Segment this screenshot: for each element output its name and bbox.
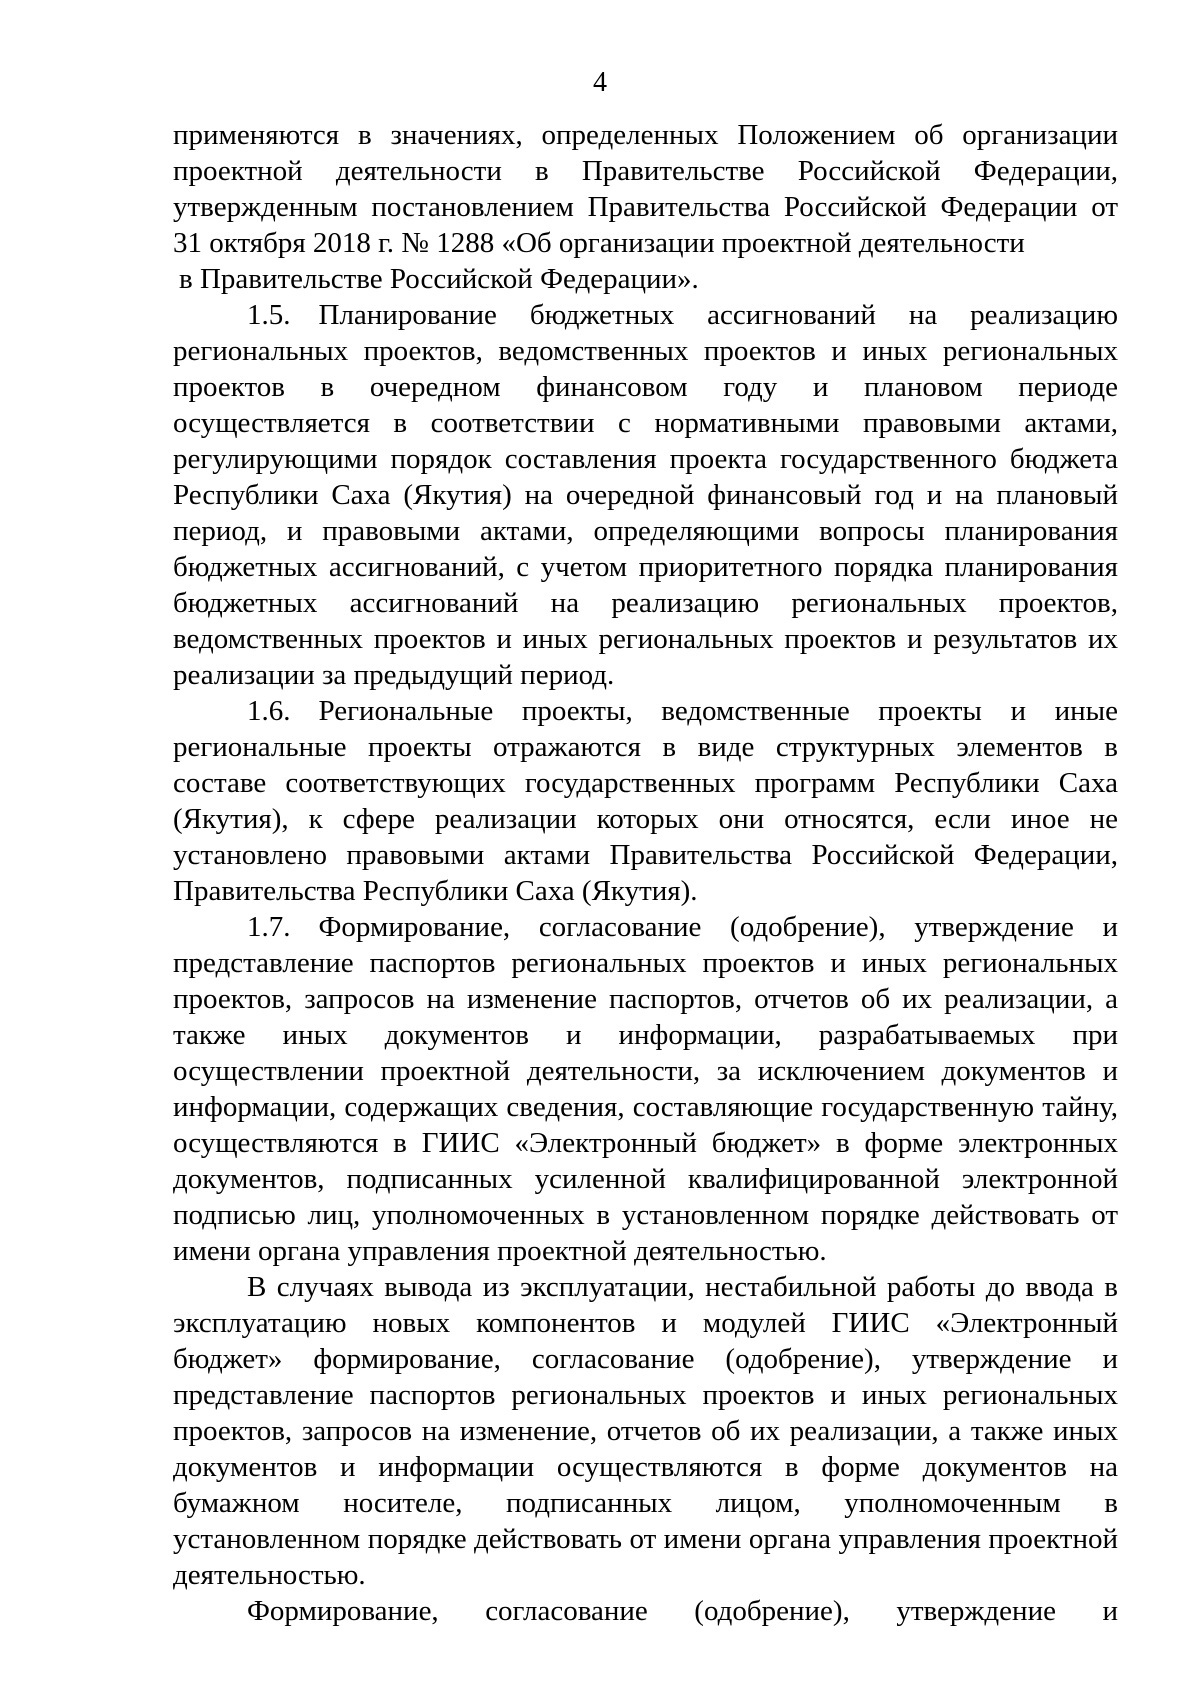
document-body — [173, 117, 1118, 1629]
paragraph-final-line: Формирование, согласование (одобрение), утверждение и — [247, 1595, 1118, 1627]
clause-text: Планирование бюджетных ассигнований на реализацию региональных проектов, ведомственных проектов и иных региональных проектов в очередном финансовом году и плановом периоде осуществляется в соответствии с нормативными правовыми актами, регулирующими порядок составления проекта государственного бюджета Республики Саха (Якутия) на очередной финансовый год и на плановый период, и правовыми актами, определяющими вопросы планирования бюджетных ассигнований, с учетом приоритетного порядка планирования бюджетных ассигнований на реализацию региональных проектов, ведомственных проектов и иных региональных проектов и результатов их реализации за предыдущий период. — [173, 299, 1118, 691]
paragraph-1-7 — [173, 909, 1118, 1269]
clause-number: 1.5. — [247, 299, 291, 331]
clause-text: Региональные проекты, ведомственные проекты и иные региональные проекты отражаются в виде структурных элементов в составе соответствующих государственных программ Республики Саха (Якутия), к сфере реализации которых они относятся, если иное не установлено правовыми актами Правительства Российской Федерации, Правительства Республики Саха (Якутия). — [173, 695, 1118, 907]
paragraph-paper-fallback: В случаях вывода из эксплуатации, нестабильной работы до ввода в эксплуатацию новых компонентов и модулей ГИИС «Электронный бюджет» формирование, согласование (одобрение), утверждение и представление паспортов региональных проектов и иных региональных проектов, запросов на изменение, отчетов об их реализации, а также иных документов и информации осуществляются в форме документов на бумажном носителе, подписанных лицом, уполномоченным в установленном порядке действовать от имени органа управления проектной деятельностью. — [173, 1271, 1118, 1591]
paragraph-continuation-tail: в Правительстве Российской Федерации». — [179, 263, 699, 295]
clause-number: 1.7. — [247, 911, 291, 943]
paragraph-1-5 — [173, 297, 1118, 693]
paragraph-continuation: применяются в значениях, определенных Положением об организации проектной деятельности в Правительстве Российской Федерации, утвержденным постановлением Правительства Российской Федерации от 31 октября 2018 г. № 1288 «Об организации проектной деятельности — [173, 119, 1118, 259]
page-number: 4 — [593, 67, 607, 98]
clause-number: 1.6. — [247, 695, 291, 727]
paragraph-1-6 — [173, 693, 1118, 909]
clause-text: Формирование, согласование (одобрение), утверждение и представление паспортов региональных проектов и иных региональных проектов, запросов на изменение паспортов, отчетов об их реализации, а также иных документов и информации, разрабатываемых при осуществлении проектной деятельности, за исключением документов и информации, содержащих сведения, составляющие государственную тайну, осуществляются в ГИИС «Электронный бюджет» в форме электронных документов, подписанных усиленной квалифицированной электронной подписью лиц, уполномоченных в установленном порядке действовать от имени органа управления проектной деятельностью. — [173, 911, 1118, 1267]
